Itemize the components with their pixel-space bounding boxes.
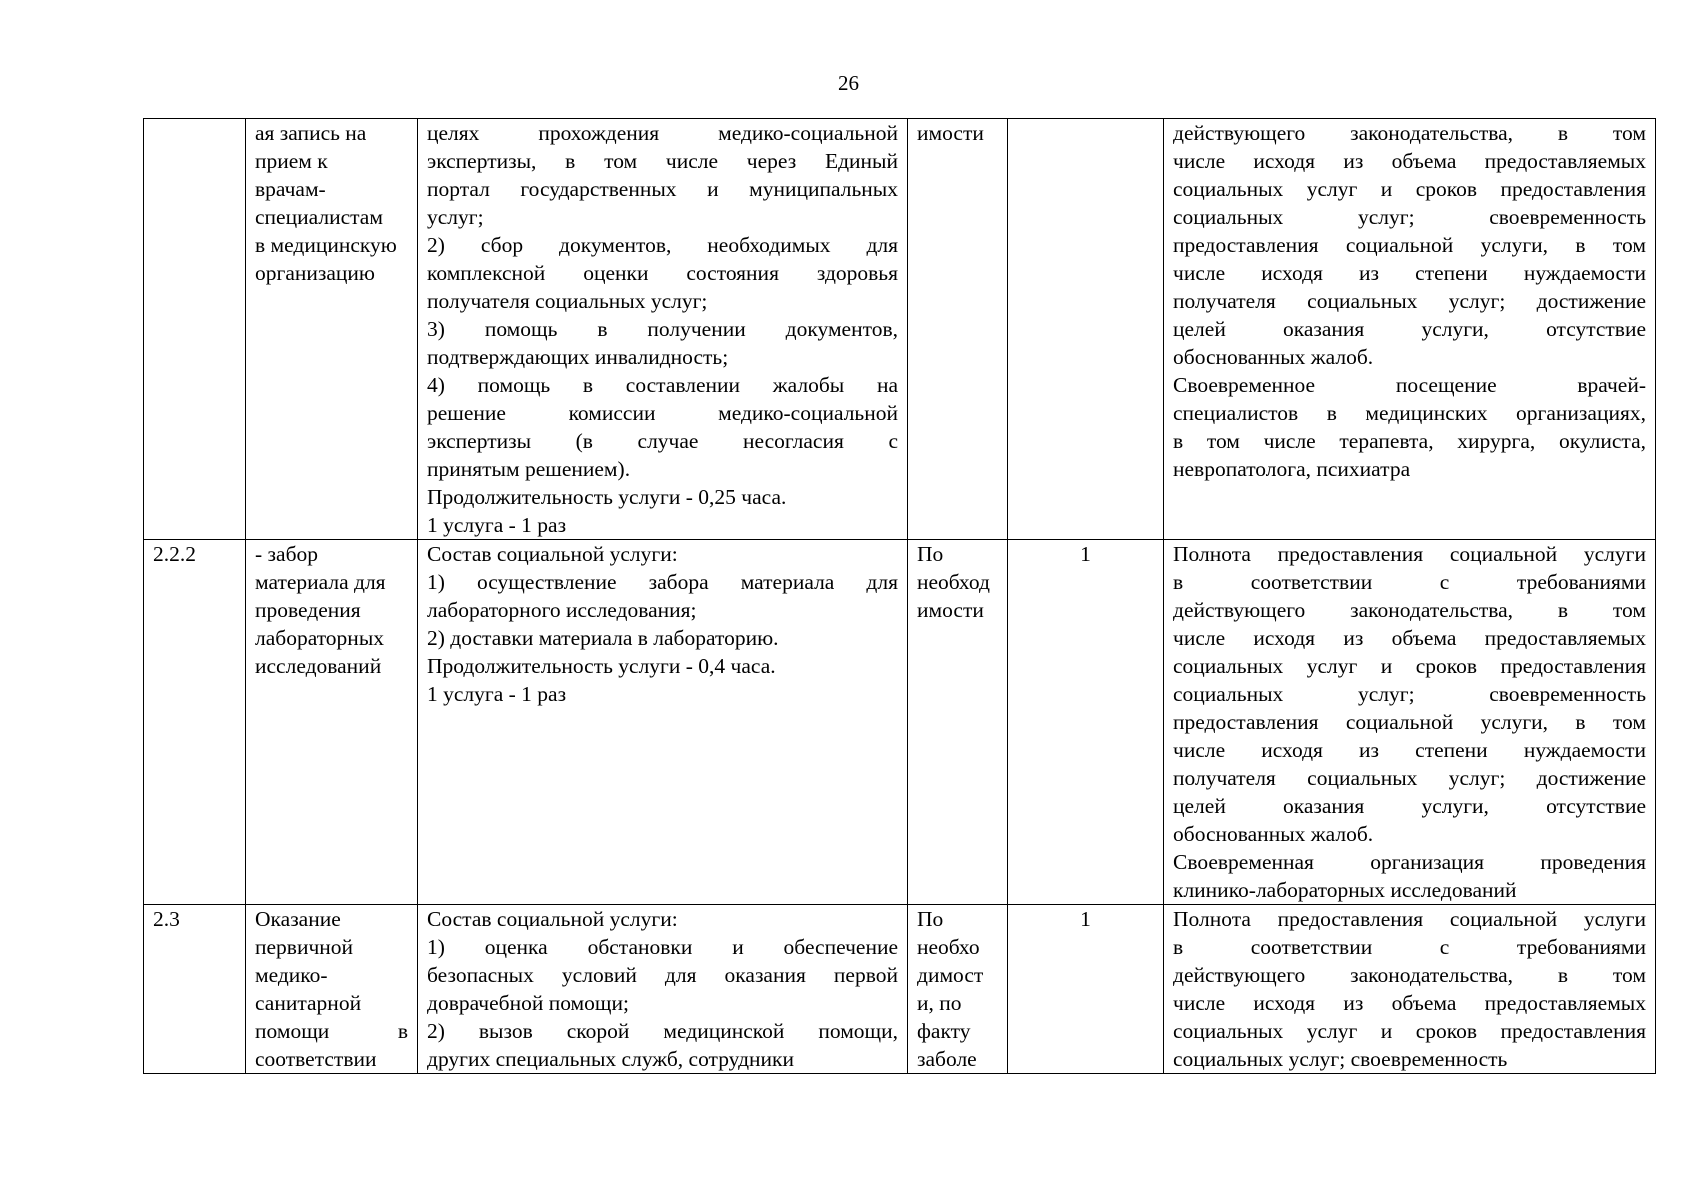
text-line: числе исходя из объема предоставляемых [1173, 149, 1646, 173]
text-line: 2) доставки материала в лабораторию. [427, 626, 779, 650]
text-line: числе исходя из степени нуждаемости [1173, 261, 1646, 285]
text-line: необхо [917, 935, 980, 959]
table-body [144, 119, 1656, 1074]
text-line: материала для [255, 570, 386, 594]
text-line: 1 услуга - 1 раз [427, 513, 567, 537]
text-line: безопасных условий для оказания первой [427, 963, 898, 987]
text-line: Продолжительность услуги - 0,25 часа. [427, 485, 787, 509]
page-number: 26 [838, 71, 859, 95]
text-line: получателя социальных услуг; достижение [1173, 766, 1646, 790]
table-row [144, 119, 1656, 540]
text-line: санитарной [255, 991, 362, 1015]
text-line: необход [917, 570, 990, 594]
cell-service-name [246, 905, 418, 1074]
text-line: социальных услуг; своевременность [1173, 1047, 1508, 1071]
text-line: Оказание [255, 907, 341, 931]
text-line: услуг; [427, 205, 484, 229]
text-line: Своевременная организация проведения [1173, 850, 1646, 874]
text-line: предоставления социальной услуги, в том [1173, 710, 1646, 734]
text-line: лабораторных [255, 626, 385, 650]
text-line: специалистов в медицинских организациях, [1173, 401, 1646, 425]
text-line: факту [917, 1019, 971, 1043]
cell-quality-criteria [1164, 119, 1656, 540]
cell-service-content [418, 540, 908, 905]
cell-periodicity [908, 905, 1008, 1074]
text-line: ая запись на [255, 121, 367, 145]
text-line: целей оказания услуги, отсутствие [1173, 794, 1646, 818]
cell-service-name [246, 540, 418, 905]
text-line: прием к [255, 149, 328, 173]
text-line: комплексной оценки состояния здоровья [427, 261, 898, 285]
text-line: 3) помощь в получении документов, [427, 317, 898, 341]
text-line: в соответствии с требованиями [1173, 570, 1646, 594]
text-line: подтверждающих инвалидность; [427, 345, 729, 369]
text-line: специалистам [255, 205, 383, 229]
text-line: Полнота предоставления социальной услуги [1173, 542, 1646, 566]
text-line: принятым решением). [427, 457, 631, 481]
text-line: социальных услуг; своевременность [1173, 205, 1646, 229]
text-line: экспертизы, в том числе через Единый [427, 149, 898, 173]
text-line: доврачебной помощи; [427, 991, 629, 1015]
text-line: предоставления социальной услуги, в том [1173, 233, 1646, 257]
text-line: действующего законодательства, в том [1173, 121, 1646, 145]
text-line: Состав социальной услуги: [427, 907, 678, 931]
text-line: решение комиссии медико-социальной [427, 401, 898, 425]
text-line: социальных услуг и сроков предоставления [1173, 1019, 1646, 1043]
text-line: 2) вызов скорой медицинской помощи, [427, 1019, 898, 1043]
text-line: числе исходя из объема предоставляемых [1173, 626, 1646, 650]
cell-service-content [418, 119, 908, 540]
cell-number-text: 2.2.2 [153, 542, 196, 566]
text-line: числе исходя из объема предоставляемых [1173, 991, 1646, 1015]
text-line: в соответствии с требованиями [1173, 935, 1646, 959]
text-line: в медицинскую [255, 233, 397, 257]
text-line: действующего законодательства, в том [1173, 598, 1646, 622]
text-line: 4) помощь в составлении жалобы на [427, 373, 898, 397]
cell-quality-criteria [1164, 905, 1656, 1074]
cell-count-text: 1 [1080, 542, 1091, 566]
text-line: соответствии [255, 1047, 377, 1071]
text-line: клинико-лабораторных исследований [1173, 878, 1517, 902]
text-line: целях прохождения медико-социальной [427, 121, 898, 145]
text-line: имости [917, 121, 984, 145]
text-line: получателя социальных услуг; достижение [1173, 289, 1646, 313]
text-line: 1) оценка обстановки и обеспечение [427, 935, 898, 959]
cell-count-text: 1 [1080, 907, 1091, 931]
text-line: лабораторного исследования; [427, 598, 697, 622]
cell-periodicity [908, 119, 1008, 540]
text-line: Полнота предоставления социальной услуги [1173, 907, 1646, 931]
cell-number [144, 540, 246, 905]
text-line: в том числе терапевта, хирурга, окулиста, [1173, 429, 1646, 453]
cell-count [1008, 540, 1164, 905]
cell-quality-criteria [1164, 540, 1656, 905]
cell-number-text: 2.3 [153, 907, 180, 931]
text-line: организацию [255, 261, 375, 285]
text-line: целей оказания услуги, отсутствие [1173, 317, 1646, 341]
text-line: исследований [255, 654, 382, 678]
text-line: Продолжительность услуги - 0,4 часа. [427, 654, 776, 678]
text-line: димост [917, 963, 984, 987]
text-line: заболе [917, 1047, 977, 1071]
text-line: социальных услуг и сроков предоставления [1173, 177, 1646, 201]
cell-count [1008, 905, 1164, 1074]
text-line: По [917, 542, 944, 566]
text-line: получателя социальных услуг; [427, 289, 708, 313]
text-line: врачам- [255, 177, 326, 201]
text-line: социальных услуг; своевременность [1173, 682, 1646, 706]
text-line: обоснованных жалоб. [1173, 822, 1374, 846]
table-row [144, 905, 1656, 1074]
cell-service-name [246, 119, 418, 540]
text-line: невропатолога, психиатра [1173, 457, 1411, 481]
text-line: помощи в [255, 1019, 408, 1043]
text-line: - забор [255, 542, 319, 566]
text-line: Состав социальной услуги: [427, 542, 678, 566]
text-line: портал государственных и муниципальных [427, 177, 898, 201]
cell-count [1008, 119, 1164, 540]
services-table [143, 118, 1656, 1074]
text-line: Своевременное посещение врачей- [1173, 373, 1646, 397]
text-line: экспертизы (в случае несогласия с [427, 429, 898, 453]
text-line: других специальных служб, сотрудники [427, 1047, 794, 1071]
cell-number [144, 119, 246, 540]
text-line: обоснованных жалоб. [1173, 345, 1374, 369]
cell-service-content [418, 905, 908, 1074]
text-line: По [917, 907, 944, 931]
text-line: действующего законодательства, в том [1173, 963, 1646, 987]
text-line: имости [917, 598, 984, 622]
text-line: первичной [255, 935, 354, 959]
text-line: 1 услуга - 1 раз [427, 682, 567, 706]
text-line: числе исходя из степени нуждаемости [1173, 738, 1646, 762]
text-line: проведения [255, 598, 361, 622]
cell-number [144, 905, 246, 1074]
text-line: и, по [917, 991, 962, 1015]
text-line: социальных услуг и сроков предоставления [1173, 654, 1646, 678]
table-row [144, 540, 1656, 905]
text-line: 2) сбор документов, необходимых для [427, 233, 898, 257]
text-line: 1) осуществление забора материала для [427, 570, 898, 594]
cell-periodicity [908, 540, 1008, 905]
text-line: медико- [255, 963, 328, 987]
